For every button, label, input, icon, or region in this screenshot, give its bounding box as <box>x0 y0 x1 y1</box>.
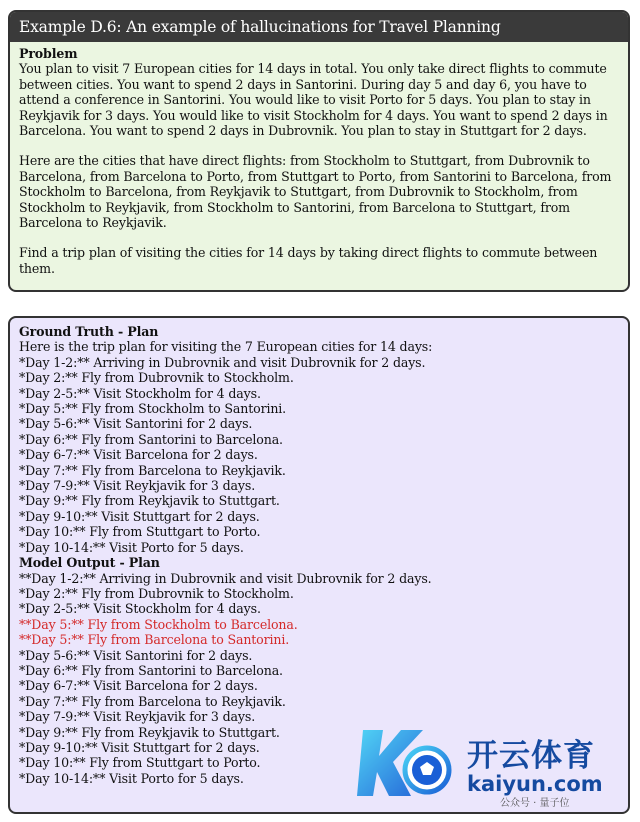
flights-paragraph: Here are the cities that have direct flights: from Stockholm to Stuttgart, from Dubrovnik to Barcelona, from Barcelona to Porto, from Stuttgart to Porto, from Santorini to Barcelona, from Stockholm to Barcelona, from Reykjavik to Stuttgart, from Dubrovnik to Stockholm, from Stockholm to Reykjavik, from Stockholm to Santorini, from Barcelona to Stuttgart, from Barcelona to Reykjavik. <box>19 153 612 231</box>
model-output-line: *Day 10-14:** Visit Porto for 5 days. <box>19 770 244 786</box>
ground-truth-line: *Day 7:** Fly from Barcelona to Reykjavik. <box>19 462 286 478</box>
example-header: Example D.6: An example of hallucinations for Travel Planning <box>10 12 628 42</box>
watermark <box>355 720 625 812</box>
hallucinated-line: **Day 5:** Fly from Barcelona to Santorini. <box>19 632 290 648</box>
watermark-caption: 公众号 · 量子位 <box>500 798 570 809</box>
ground-truth-line: *Day 6-7:** Visit Barcelona for 2 days. <box>19 447 258 463</box>
model-output-line: *Day 9:** Fly from Reykjavik to Stuttgart. <box>19 724 280 740</box>
ground-truth-line: *Day 6:** Fly from Santorini to Barcelona. <box>19 431 283 447</box>
ground-truth-title: Ground Truth - Plan <box>19 324 159 339</box>
model-output-line: *Day 5-6:** Visit Santorini for 2 days. <box>19 647 253 663</box>
ground-truth-line: *Day 9-10:** Visit Stuttgart for 2 days. <box>19 508 260 524</box>
task-paragraph: Find a trip plan of visiting the cities for 14 days by taking direct flights to commute between them. <box>19 245 598 276</box>
model-output-line: *Day 6:** Fly from Santorini to Barcelona. <box>19 662 283 678</box>
model-output-line: *Day 2:** Fly from Dubrovnik to Stockholm. <box>19 585 294 601</box>
ground-truth-line: *Day 7-9:** Visit Reykjavik for 3 days. <box>19 478 256 494</box>
ground-truth-line: *Day 2-5:** Visit Stockholm for 4 days. <box>19 385 261 401</box>
ground-truth-line: *Day 5:** Fly from Stockholm to Santorini. <box>19 401 287 417</box>
model-output-line: *Day 7-9:** Visit Reykjavik for 3 days. <box>19 709 256 725</box>
kaiyun-logo-icon <box>357 722 453 804</box>
plan-body <box>10 318 628 786</box>
problem-title: Problem <box>19 46 78 61</box>
model-output-title: Model Output - Plan <box>19 555 160 571</box>
model-output-line: **Day 1-2:** Arriving in Dubrovnik and visit Dubrovnik for 2 days. <box>19 570 432 586</box>
watermark-brand: 开云体育 <box>467 738 595 774</box>
model-output-line: *Day 7:** Fly from Barcelona to Reykjavik. <box>19 693 286 709</box>
ground-truth-line: *Day 2:** Fly from Dubrovnik to Stockholm. <box>19 370 294 386</box>
ground-truth-line: *Day 1-2:** Arriving in Dubrovnik and visit Dubrovnik for 2 days. <box>19 354 426 370</box>
ground-truth-line: *Day 9:** Fly from Reykjavik to Stuttgart. <box>19 493 280 509</box>
model-output-line: *Day 9-10:** Visit Stuttgart for 2 days. <box>19 739 260 755</box>
ground-truth-line: *Day 10-14:** Visit Porto for 5 days. <box>19 539 244 555</box>
model-output-line: *Day 6-7:** Visit Barcelona for 2 days. <box>19 678 258 694</box>
problem-paragraph: You plan to visit 7 European cities for 14 days in total. You only take direct flights to commute between cities. You want to spend 2 days in Santorini. During day 5 and day 6, you have to attend a conference in Santorini. You would like to visit Porto for 5 days. You plan to stay in Reykjavik for 3 days. You would like to visit Stockholm for 4 days. You want to spend 2 days in Barcelona. You want to spend 2 days in Dubrovnik. You plan to stay in Stuttgart for 2 days. <box>19 61 608 139</box>
problem-body <box>10 42 628 276</box>
ground-truth-line: *Day 5-6:** Visit Santorini for 2 days. <box>19 416 253 432</box>
model-output-line: *Day 10:** Fly from Stuttgart to Porto. <box>19 755 261 771</box>
problem-box <box>8 10 630 292</box>
ground-truth-line: *Day 10:** Fly from Stuttgart to Porto. <box>19 524 261 540</box>
hallucinated-line: **Day 5:** Fly from Stockholm to Barcelona. <box>19 616 298 632</box>
ground-truth-line: Here is the trip plan for visiting the 7 European cities for 14 days: <box>19 339 433 355</box>
watermark-domain: kaiyun.com <box>467 772 603 796</box>
model-output-line: *Day 2-5:** Visit Stockholm for 4 days. <box>19 601 261 617</box>
